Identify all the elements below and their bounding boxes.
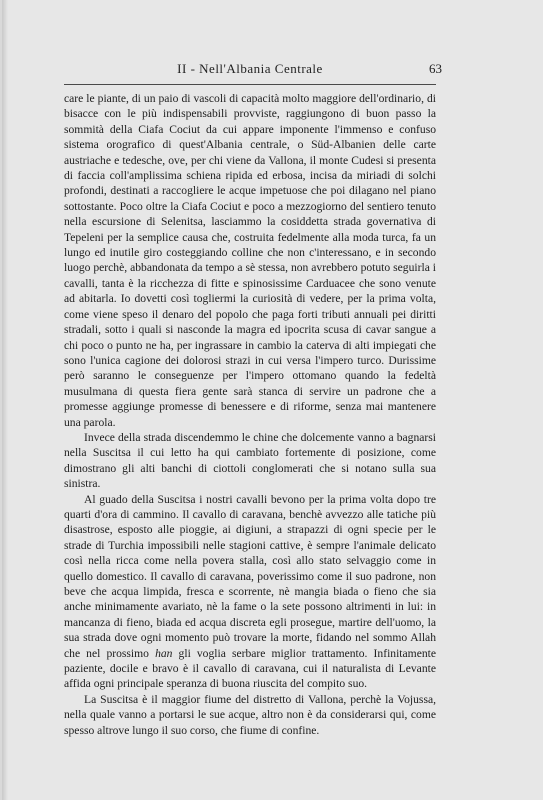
paragraph-3: [64, 492, 436, 692]
paragraph-4: [64, 692, 436, 738]
page-header: [64, 48, 442, 85]
paragraph-3-text-after: gli voglia serbare miglior trattamento. Infinitamente paziente, docile e bravo è il cavallo di caravana, cui il naturalista di Levante affida ogni principale speranza di buona riuscita del compito suo.: [64, 646, 436, 691]
paragraph-4-text: La Suscitsa è il maggior fiume del distretto di Vallona, perchè la Vojussa, nella quale vanno a portarsi le sue acque, altro non è da considerarsi qui, come spesso altrove lungo il suo corso, che fiume di confine.: [64, 692, 436, 737]
paragraph-3-italic-word: han: [155, 646, 173, 660]
paragraph-2-text: Invece della strada discendemmo le chine che dolcemente vanno a bagnarsi nella Suscitsa il cui letto ha qui cambiato fortemente di posizione, come dimostrano gli alti banchi di ciottoli conglomerati che si notano sulla sua sinistra.: [64, 430, 436, 491]
paragraph-2: [64, 430, 436, 492]
paragraph-3-text-before: Al guado della Suscitsa i nostri cavalli bevono per la prima volta dopo tre quarti d'ora di cammino. Il cavallo di caravana, benchè avvezzo alle tatiche più disastrose, esposto alle pioggie, ai digiuni, a strapazzi di ogni specie per le strade di Turchia impossibili nelle stagioni cattive, è sempre l'animale delicato così nella ricca come nella povera stalla, così allo stato selvaggio come in quello domestico. Il cavallo di caravana, poverissimo come il suo padrone, non beve che acqua limpida, fresca e scorrente, nè mangia biada o fieno che sia anche minimamente avariato, nè la fame o la sete possono altrimenti in lui: in mancanza di fieno, biada ed acqua discreta egli prosegue, martire dell'uomo, la sua strada dove ogni momento può trovare la morte, fidando nel sommo Allah che nel prossimo: [64, 492, 436, 660]
body-text: [64, 91, 436, 738]
running-title: II - Nell'Albania Centrale: [177, 61, 323, 76]
paragraph-1-text: care le piante, di un paio di vascoli di capacità molto maggiore dell'ordinario, di bisacce con le più indispensabili provviste, raggiungono di buon passo la sommità della Ciafa Cociut da cui appare imponente l'immenso e confuso sistema orografico di quest'Albania centrale, o Süd-Albanien delle carte austriache e tedesche, ove, per chi viene da Vallona, il monte Cudesi si presenta di faccia coll'amplissima schiena ripida ed erbosa, incisa da miriadi di solchi profondi, destinati a raccogliere le acque impetuose che poi dilagano nel piano sottostante. Poco oltre la Ciafa Cociut e poco a mezzogiorno del sentiero tenuto nella escursione di Selenitsa, lasciammo la cosiddetta strada governativa di Tepeleni per la semplice causa che, costruita fedelmente alla moda turca, fa un lungo ed inutile giro costeggiando colline che non c'interessano, e in secondo luogo perchè, abbandonata da tempo a sè stessa, non avrebbero potuto seguirla i cavalli, tanta è la ricchezza di fitte e spinosissime Carduacee che sono venute ad abitarla. Io dovetti così togliermi la curiosità di vedere, per la prima volta, come viene speso il denaro del popolo che paga forti tributi annuali pei diritti stradali, sotto i quali si nasconde la magra ed ipocrita scusa di cavar sangue a chi poco o punto ne ha, per ingrassare in cambio la caterva di alti impiegati che sono l'unica cagione dei dolorosi strazi in cui versa l'impero turco. Durissime però saranno le conseguenze per l'impero ottomano quando la fedeltà musulmana di questa fiera gente sarà stanca di servire un padrone che a promesse aggiunge promesse di benessere e di riforme, senza mai mantenere una parola.: [64, 92, 436, 429]
paragraph-1: [64, 91, 436, 430]
page-number: 63: [429, 61, 442, 76]
